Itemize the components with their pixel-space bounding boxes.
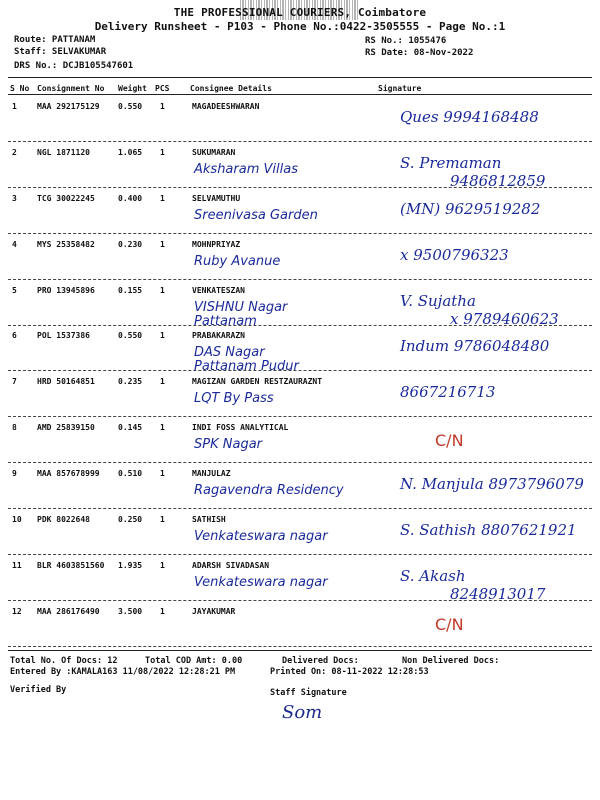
- row-consignee-address: Ruby Avanue: [194, 254, 281, 269]
- row-divider: [8, 325, 592, 326]
- row-sno: 5: [12, 286, 17, 295]
- row-consignee-address: Sreenivasa Garden: [194, 208, 318, 223]
- row-consignee-address: LQT By Pass: [194, 391, 274, 406]
- row-consignment: BLR 4603851560: [37, 561, 105, 570]
- row-divider: [8, 416, 592, 417]
- row-signature: Indum 9786048480: [400, 337, 550, 355]
- row-pcs: 1: [160, 331, 165, 340]
- row-consignee-address-line2: Pattanam: [194, 314, 257, 329]
- row-consignment: MAA 857678999: [37, 469, 100, 478]
- row-divider: [8, 462, 592, 463]
- row-consignee-name: SATHISH: [192, 515, 226, 524]
- row-weight: 3.500: [118, 607, 143, 616]
- row-consignee-name: MAGADEESHWARAN: [192, 102, 260, 111]
- row-signature: Ques 9994168488: [400, 108, 539, 126]
- row-sno: 8: [12, 423, 17, 432]
- row-weight: 1.065: [118, 148, 143, 157]
- row-consignment: MYS 25358482: [37, 240, 95, 249]
- col-sno: S No: [10, 84, 30, 93]
- row-consignee-name: SELVAMUTHU: [192, 194, 241, 203]
- printed-on: Printed On: 08-11-2022 12:28:53: [270, 667, 429, 677]
- row-sno: 11: [12, 561, 22, 570]
- row-sno: 7: [12, 377, 17, 386]
- header-bottom-rule: [8, 94, 592, 95]
- document-subtitle: Delivery Runsheet - P103 - Phone No.:0422-3505555 - Page No.:1: [94, 20, 506, 33]
- header-top-rule: [8, 77, 592, 78]
- row-weight: 0.145: [118, 423, 143, 432]
- entered-by: Entered By :KAMALA163 11/08/2022 12:28:21 PM: [10, 667, 236, 677]
- verified-by: Verified By: [10, 685, 67, 695]
- row-sno: 6: [12, 331, 17, 340]
- row-consignee-name: JAYAKUMAR: [192, 607, 236, 616]
- row-pcs: 1: [160, 286, 165, 295]
- footer-rule: [8, 650, 592, 651]
- row-signature: V. Sujatha: [400, 292, 476, 310]
- row-pcs: 1: [160, 423, 165, 432]
- row-pcs: 1: [160, 102, 165, 111]
- col-signature: Signature: [378, 84, 422, 93]
- row-consignee-name: PRABAKARAZN: [192, 331, 245, 340]
- row-weight: 0.250: [118, 515, 143, 524]
- row-divider: [8, 370, 592, 371]
- total-cod: Total COD Amt: 0.00: [145, 656, 243, 666]
- row-consignment: AMD 25839150: [37, 423, 95, 432]
- row-pcs: 1: [160, 377, 165, 386]
- row-signature: x 9500796323: [400, 246, 509, 264]
- row-consignment: MAA 286176490: [37, 607, 100, 616]
- delivered-docs: Delivered Docs:: [282, 656, 359, 666]
- col-consignment: Consignment No: [37, 84, 105, 93]
- staff-signature-mark: Som: [282, 702, 323, 723]
- row-consignee-address: Ragavendra Residency: [194, 483, 344, 498]
- row-cn-mark: C/N: [435, 431, 464, 450]
- row-pcs: 1: [160, 515, 165, 524]
- col-pcs: PCS: [155, 84, 170, 93]
- total-docs: Total No. Of Docs: 12: [10, 656, 118, 666]
- row-signature: 8667216713: [400, 383, 496, 401]
- row-signature: S. Akash: [400, 567, 466, 585]
- row-consignment: POL 1537386: [37, 331, 90, 340]
- row-pcs: 1: [160, 148, 165, 157]
- drs-label: DRS No.: DCJB105547601: [14, 61, 134, 71]
- row-divider: [8, 279, 592, 280]
- row-consignee-name: MOHNPRIYAZ: [192, 240, 241, 249]
- staff-label: Staff: SELVAKUMAR: [14, 47, 107, 57]
- row-sno: 2: [12, 148, 17, 157]
- row-signature: S. Premaman: [400, 154, 502, 172]
- row-consignment: HRD 50164851: [37, 377, 95, 386]
- row-divider: [8, 233, 592, 234]
- row-signature-phone: 8248913017: [450, 585, 546, 603]
- row-consignee-address: Venkateswara nagar: [194, 575, 328, 590]
- row-pcs: 1: [160, 561, 165, 570]
- row-consignee-address: Venkateswara nagar: [194, 529, 328, 544]
- rs-number: RS No.: 1055476: [365, 36, 447, 46]
- row-consignee-address: Aksharam Villas: [194, 162, 298, 177]
- row-divider: [8, 646, 592, 647]
- row-pcs: 1: [160, 469, 165, 478]
- row-cn-mark: C/N: [435, 615, 464, 634]
- row-consignee-address-line2: Pattanam Pudur: [194, 359, 299, 374]
- row-weight: 0.155: [118, 286, 143, 295]
- row-consignment: MAA 292175129: [37, 102, 100, 111]
- row-signature-phone: x 9789460623: [450, 310, 559, 328]
- row-consignment: TCG 30022245: [37, 194, 95, 203]
- row-consignee-name: VENKATESZAN: [192, 286, 245, 295]
- col-weight: Weight: [118, 84, 147, 93]
- row-divider: [8, 554, 592, 555]
- row-divider: [8, 508, 592, 509]
- col-consignee: Consignee Details: [190, 84, 272, 93]
- row-weight: 0.230: [118, 240, 143, 249]
- row-sno: 3: [12, 194, 17, 203]
- row-consignee-name: INDI FOSS ANALYTICAL: [192, 423, 289, 432]
- row-consignment: PDK 8022648: [37, 515, 90, 524]
- row-weight: 0.235: [118, 377, 143, 386]
- row-sno: 4: [12, 240, 17, 249]
- row-sno: 1: [12, 102, 17, 111]
- row-weight: 0.550: [118, 102, 143, 111]
- row-sno: 9: [12, 469, 17, 478]
- row-pcs: 1: [160, 194, 165, 203]
- row-signature: N. Manjula 8973796079: [400, 475, 584, 493]
- row-sno: 10: [12, 515, 22, 524]
- row-divider: [8, 141, 592, 142]
- row-weight: 0.400: [118, 194, 143, 203]
- route-label: Route: PATTANAM: [14, 35, 96, 45]
- row-pcs: 1: [160, 607, 165, 616]
- row-signature-phone: 9486812859: [450, 172, 546, 190]
- row-weight: 0.510: [118, 469, 143, 478]
- non-delivered-docs: Non Delivered Docs:: [402, 656, 500, 666]
- row-weight: 1.935: [118, 561, 143, 570]
- row-sno: 12: [12, 607, 22, 616]
- row-consignee-name: SUKUMARAN: [192, 148, 236, 157]
- row-divider: [8, 187, 592, 188]
- row-pcs: 1: [160, 240, 165, 249]
- row-consignee-address: DAS Nagar: [194, 345, 265, 360]
- staff-signature-label: Staff Signature: [270, 688, 347, 698]
- row-consignee-name: ADARSH SIVADASAN: [192, 561, 270, 570]
- row-consignment: NGL 1871120: [37, 148, 90, 157]
- rs-date: RS Date: 08-Nov-2022: [365, 48, 474, 58]
- row-consignee-address: VISHNU Nagar: [194, 300, 288, 315]
- row-signature: S. Sathish 8807621921: [400, 521, 577, 539]
- row-divider: [8, 600, 592, 601]
- document-title: THE PROFESSIONAL COURIERS, Coimbatore: [173, 6, 427, 19]
- row-weight: 0.550: [118, 331, 143, 340]
- row-signature: (MN) 9629519282: [400, 200, 541, 218]
- row-consignee-address: SPK Nagar: [194, 437, 263, 452]
- row-consignee-name: MAGIZAN GARDEN RESTZAURAZNT: [192, 377, 323, 386]
- row-consignment: PRO 13945896: [37, 286, 95, 295]
- row-consignee-name: MANJULAZ: [192, 469, 231, 478]
